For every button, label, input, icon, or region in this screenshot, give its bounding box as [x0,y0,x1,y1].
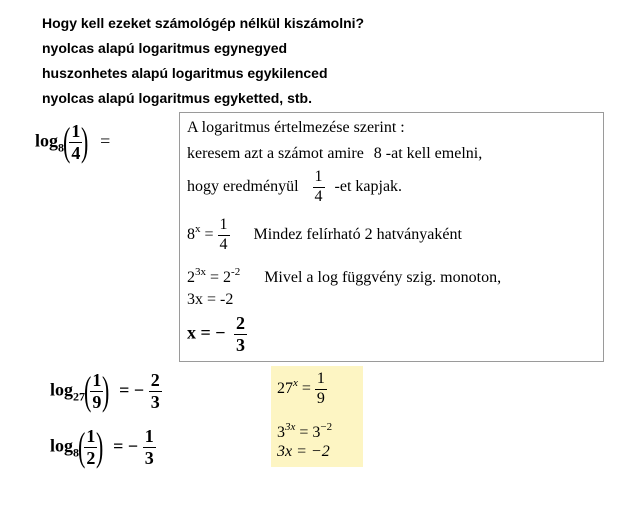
main-log-word: log [35,130,59,151]
explanation-eq-1 [187,217,462,254]
example2-equals: = − [119,379,145,400]
eq1-base: 8 [187,225,195,243]
example3-result-fraction [143,427,156,468]
highlight-line-3: 3x = −2 [277,443,330,460]
example3-num: 1 [86,426,96,446]
explanation-line-2-number: 8 [373,145,382,162]
eq2-base: 2 [187,269,195,286]
explanation-line-1: A logaritmus értelmezése szerint : [187,119,405,136]
eq2-right-exponent: -2 [231,266,241,278]
eq1-equals: = [204,225,214,243]
explanation-line-2 [187,145,482,163]
example3-result-den: 3 [144,447,154,468]
eq1-num: 1 [218,217,230,236]
example2-result-fraction [149,371,162,412]
example3-base: 8 [73,445,80,460]
explanation-eq-2 [187,266,501,287]
explanation-line-3 [187,169,402,206]
hl2-right-base: 3 [312,424,321,441]
eq4-lhs: x = − [187,322,226,343]
explanation-line-2-c: -at kell emelni, [385,145,483,162]
explanation-line-3-a: hogy eredményül [187,177,299,195]
example2-result-num: 2 [150,370,160,390]
hl2-equals: = [299,424,309,441]
main-fraction-den: 4 [71,142,81,163]
explanation-eq-4 [187,314,247,355]
eq1-fraction [218,217,230,254]
main-log-expression [35,119,111,165]
example2-den: 9 [92,391,102,412]
hl1-fraction [315,371,327,408]
eq4-fraction [234,314,247,355]
question-line-1: Hogy kell ezeket számológép nélkül kiszámolni? [42,15,365,31]
eq2-exponent: 3x [195,266,206,278]
highlight-line-2 [277,421,332,442]
main-right-paren: ) [81,119,89,165]
eq1-note: Mindez felírható 2 hatványaként [253,225,462,243]
main-log-base: 8 [58,140,65,155]
example2-result-den: 3 [150,391,160,412]
example2-left-paren: ( [84,368,92,414]
eq2-equals: = [210,269,220,286]
example-log8-half [50,424,156,470]
hl1-num: 1 [315,371,327,390]
example3-log-word: log [50,435,74,456]
example2-right-paren: ) [102,368,110,414]
question-line-3: huszonhetes alapú logaritmus egykilenced [42,65,328,81]
hl1-equals: = [301,379,311,397]
explanation-line-3-den: 4 [314,187,323,205]
example2-log-word: log [50,379,74,400]
hl1-den: 9 [316,389,325,407]
example-log27 [50,368,162,414]
example3-result-num: 1 [144,426,154,446]
main-equals: = [100,130,111,151]
eq2-right-base: 2 [223,269,232,286]
hl2-exponent: 3x [285,421,296,433]
hl1-base: 27 [277,379,293,397]
eq4-num: 2 [236,313,246,333]
question-line-4: nyolcas alapú logaritmus egyketted, stb. [42,90,312,106]
example2-base: 27 [73,389,86,404]
explanation-eq-3: 3x = -2 [187,291,234,308]
hl2-base: 3 [277,424,285,441]
example3-den: 2 [86,447,96,468]
eq4-den: 3 [236,334,246,355]
eq2-note: Mivel a log függvény szig. monoton, [264,269,502,286]
main-fraction-num: 1 [71,121,81,141]
highlight-line-1 [277,371,327,408]
example3-right-paren: ) [96,424,104,470]
explanation-line-3-fraction [313,169,325,206]
hl2-right-exponent: −2 [320,421,333,433]
example2-num: 1 [92,370,102,390]
example3-left-paren: ( [78,424,86,470]
main-left-paren: ( [63,119,71,165]
explanation-line-3-b: -et kapjak. [334,177,403,195]
hl1-exponent: x [293,376,298,389]
eq1-exponent: x [195,222,201,235]
question-line-2: nyolcas alapú logaritmus egynegyed [42,40,288,56]
example3-equals: = − [113,435,139,456]
eq1-den: 4 [219,235,228,253]
explanation-line-3-num: 1 [313,169,325,188]
explanation-line-2-a: keresem azt a számot amire [187,145,364,162]
